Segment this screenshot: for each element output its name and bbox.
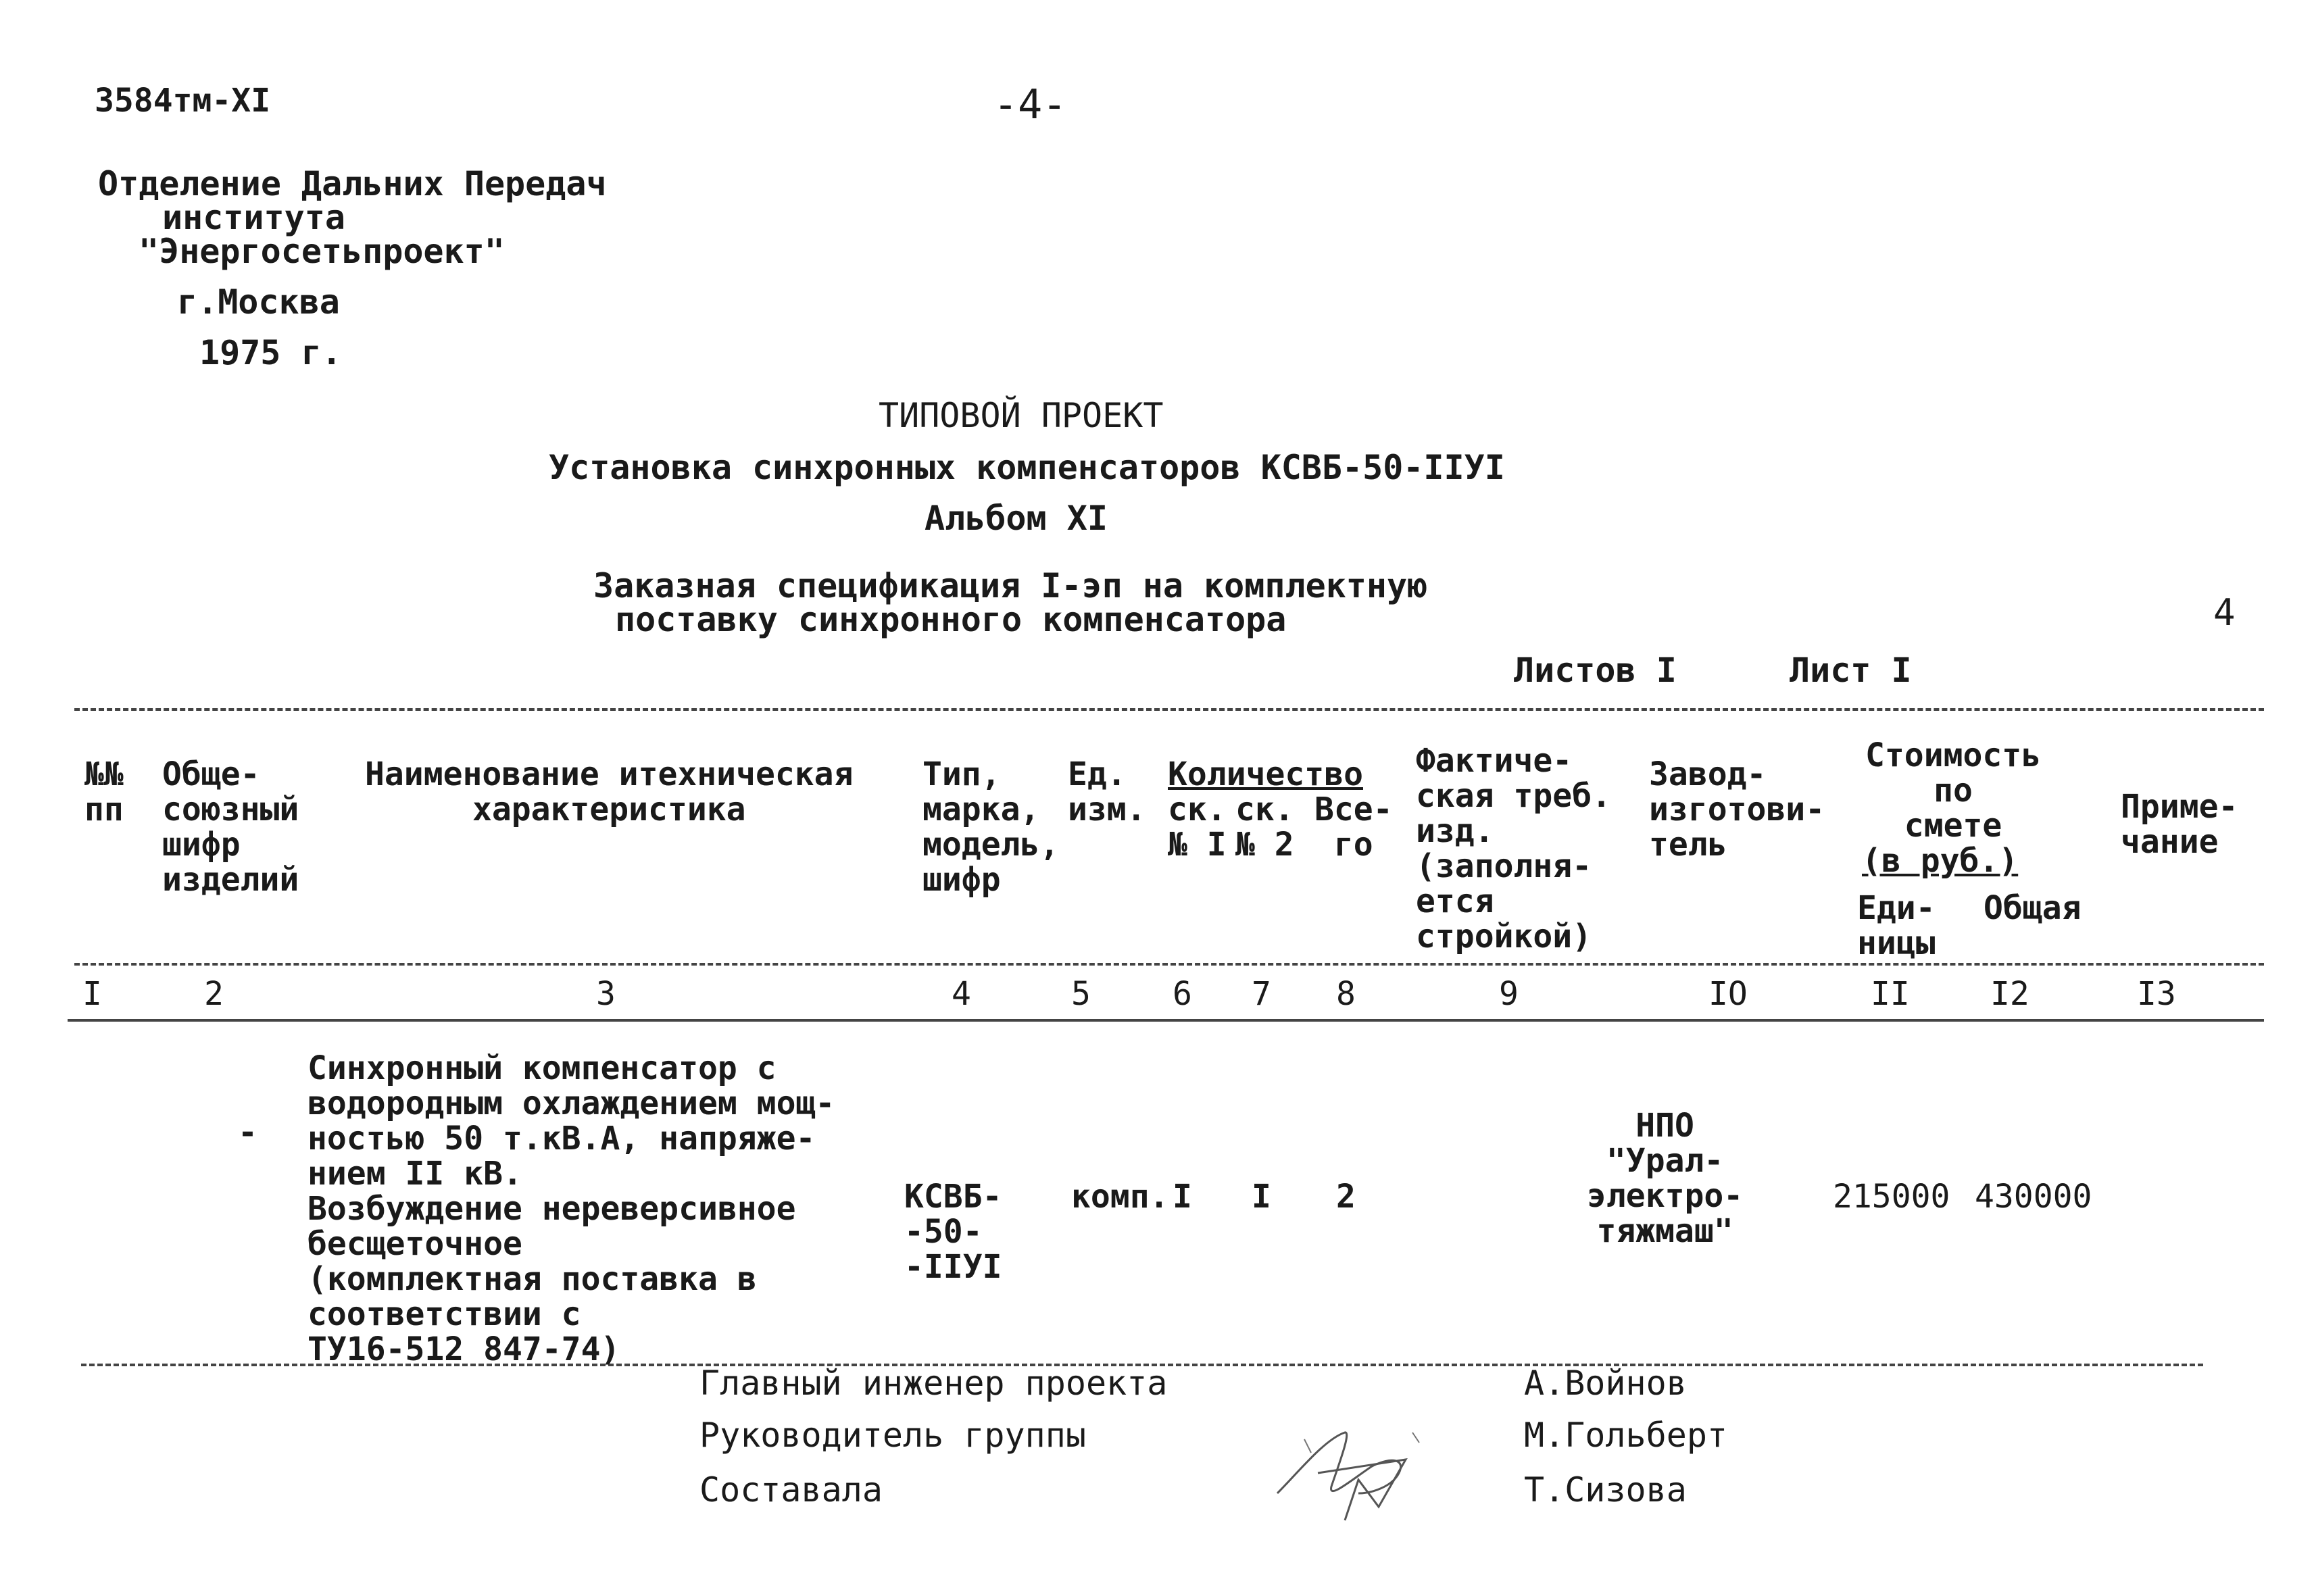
column-numbers-rule	[68, 1019, 2264, 1022]
header-bottom-rule	[74, 963, 2264, 966]
column-number: 2	[204, 975, 224, 1013]
header-col-note: Приме- чание	[2121, 788, 2238, 861]
signature-role: Составала	[699, 1470, 883, 1510]
organization-institute: института	[162, 198, 345, 237]
header-col-unit: Ед. изм.	[1068, 755, 1146, 828]
signature-role: Руководитель группы	[699, 1416, 1086, 1455]
column-number: IO	[1708, 975, 1748, 1013]
document-code: 3584тм-XI	[95, 82, 271, 120]
row-type: КСВБ- -50- -IIУI	[904, 1178, 1002, 1286]
header-col-actual: Фактиче- ская треб. изд. (заполня- ется стройкой)	[1416, 742, 1611, 955]
table-top-rule	[74, 708, 2264, 711]
row-unit-cost: 215000	[1833, 1178, 1950, 1216]
sheets-count: Листов I	[1514, 651, 1677, 690]
row-total: 2	[1336, 1178, 1356, 1216]
header-col-maker: Завод- изготови- тель	[1649, 755, 1825, 864]
header-quantity-group: Количество	[1168, 755, 1363, 793]
organization-institute-name: "Энергосетьпроект"	[139, 232, 505, 271]
organization-city: г.Москва	[177, 282, 340, 322]
row-qty1: I	[1173, 1178, 1192, 1216]
column-number: II	[1871, 975, 1910, 1013]
margin-mark: 4	[2213, 591, 2236, 634]
row-code: -	[238, 1114, 257, 1151]
page-number: -4-	[993, 81, 1067, 128]
project-title: Установка синхронных компенсаторов КСВБ-50-IIУI	[549, 448, 1505, 487]
header-col-qty1: ск. № I	[1168, 791, 1227, 864]
column-number: 9	[1499, 975, 1519, 1013]
header-cost-unit: (в руб.)	[1862, 842, 2019, 880]
signature-name: М.Гольберт	[1524, 1416, 1728, 1455]
organization-year: 1975 г.	[199, 333, 342, 372]
column-number: 6	[1173, 975, 1192, 1013]
header-col-type: Тип, марка, модель, шифр	[922, 755, 1060, 899]
project-type-title: ТИПОВОЙ ПРОЕКТ	[879, 396, 1164, 435]
row-name: Синхронный компенсатор с водородным охлаждением мощ- ностью 50 т.кВ.А, напряже- нием II кВ. Возбуждение нереверсивное бесщеточное (комплектная поставка в соответствии с ТУ16-512 847-74)	[307, 1049, 835, 1368]
column-number: 4	[952, 975, 971, 1013]
album-title: Альбом XI	[925, 499, 1108, 538]
signature-name: А.Войнов	[1524, 1364, 1687, 1403]
column-number: I2	[1990, 975, 2029, 1013]
handwritten-signature	[1237, 1392, 1507, 1527]
spec-title-line2: поставку синхронного компенсатора	[615, 600, 1287, 639]
header-col-name: Наименование итехническая характеристика	[365, 755, 854, 828]
column-number: 3	[596, 975, 616, 1013]
row-maker: НПО "Урал- электро- тяжмаш"	[1587, 1107, 1744, 1250]
row-unit: комп.	[1071, 1178, 1169, 1216]
sheet-number: Лист I	[1790, 651, 1912, 690]
column-number: 8	[1336, 975, 1356, 1013]
signature-role: Главный инженер проекта	[699, 1364, 1168, 1403]
column-number: I3	[2137, 975, 2176, 1013]
row-qty2: I	[1252, 1178, 1271, 1216]
header-col-qty2: ск. № 2	[1235, 791, 1294, 864]
row-total-cost: 430000	[1975, 1178, 2092, 1216]
header-col-code: Обще- союзный шифр изделий	[162, 755, 299, 899]
column-number: 7	[1252, 975, 1271, 1013]
header-col-total: Все- го	[1314, 791, 1393, 864]
header-col-number: №№ пп	[84, 755, 124, 828]
column-number: I	[82, 975, 102, 1013]
header-col-total-cost: Общая	[1984, 889, 2082, 927]
column-number: 5	[1071, 975, 1091, 1013]
header-col-unit-cost: Еди- ницы	[1857, 889, 1936, 962]
spec-title-line1: Заказная спецификация I-эп на комплектную	[593, 566, 1428, 605]
organization-name: Отделение Дальних Передач	[98, 164, 607, 203]
header-cost-group: Стоимость по смете	[1865, 737, 2042, 845]
signature-name: Т.Сизова	[1524, 1470, 1687, 1510]
